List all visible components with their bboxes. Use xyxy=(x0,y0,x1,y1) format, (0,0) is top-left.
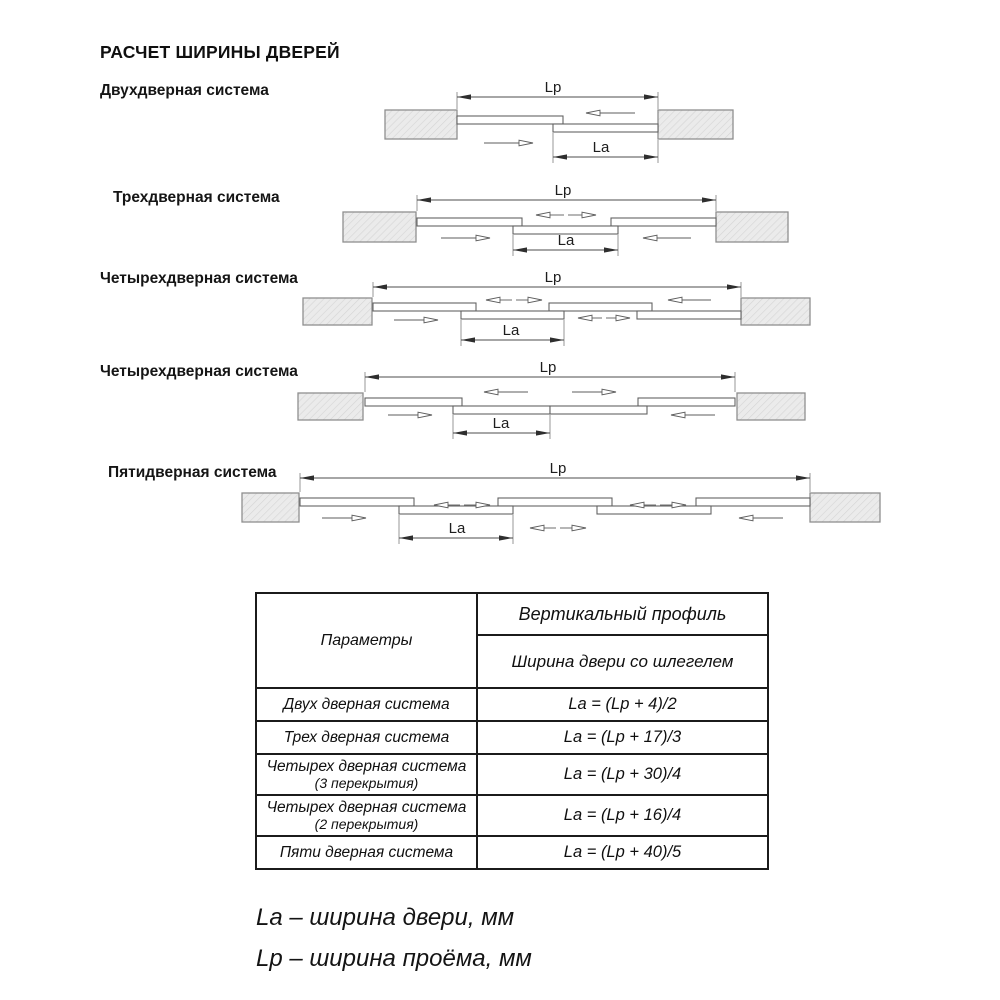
dimension-label-lp: Lp xyxy=(544,269,562,286)
dimension-lp xyxy=(457,79,658,100)
dimension-la xyxy=(513,232,618,253)
dimension-lp xyxy=(417,182,716,203)
table-row xyxy=(256,836,768,869)
legend-lp-note: Lp – ширина проёма, мм xyxy=(256,945,532,972)
door-panels xyxy=(300,498,810,514)
table-header-vertical-profile: Вертикальный профиль xyxy=(477,593,768,635)
diagram-four-door-system-2-overlaps xyxy=(293,358,810,445)
diagram-label-two-door: Двухдверная система xyxy=(100,82,269,99)
row-formula-cell: La = (Lp + 40)/5 xyxy=(477,836,768,869)
dimension-la xyxy=(399,520,513,541)
dimension-label-lp: Lp xyxy=(539,359,557,376)
dimension-label-la: La xyxy=(557,232,575,249)
row-formula-cell: La = (Lp + 16)/4 xyxy=(477,795,768,836)
row-formula-cell: La = (Lp + 4)/2 xyxy=(477,688,768,721)
parameters-table xyxy=(255,592,769,870)
dimension-label-la: La xyxy=(592,139,610,156)
dimension-label-la: La xyxy=(502,322,520,339)
dimension-lp xyxy=(300,460,810,481)
dimension-label-la: La xyxy=(448,520,466,537)
dimension-la xyxy=(453,415,550,436)
table-header-door-width: Ширина двери со шлегелем xyxy=(477,635,768,688)
diagram-two-door-system xyxy=(378,78,740,168)
diagram-label-four-door-a: Четырехдверная система xyxy=(100,270,298,287)
row-name-cell: Двух дверная система xyxy=(256,688,477,721)
table-row xyxy=(256,754,768,795)
table-row xyxy=(256,721,768,754)
door-panels xyxy=(457,116,658,132)
diagram-three-door-system xyxy=(338,181,798,266)
diagram-four-door-system-3-overlaps xyxy=(298,268,815,353)
dimension-lp xyxy=(373,269,741,290)
door-panels xyxy=(373,303,741,319)
row-name-cell: Четырех дверная система (2 перекрытия) xyxy=(256,795,477,836)
dimension-label-la: La xyxy=(492,415,510,432)
row-formula-cell: La = (Lp + 17)/3 xyxy=(477,721,768,754)
extension-lines xyxy=(300,473,810,544)
table-row xyxy=(256,688,768,721)
table-row xyxy=(256,795,768,836)
dimension-la xyxy=(553,139,658,160)
row-name-cell: Трех дверная система xyxy=(256,721,477,754)
row-formula-cell: La = (Lp + 30)/4 xyxy=(477,754,768,795)
dimension-label-lp: Lp xyxy=(554,182,572,199)
diagram-five-door-system xyxy=(235,460,885,550)
table-header-parameters: Параметры xyxy=(256,593,477,688)
page-title: РАСЧЕТ ШИРИНЫ ДВЕРЕЙ xyxy=(100,42,340,62)
dimension-label-lp: Lp xyxy=(544,79,562,96)
row-name-cell: Пяти дверная система xyxy=(256,836,477,869)
diagram-label-three-door: Трехдверная система xyxy=(113,189,280,206)
door-panels xyxy=(365,398,735,414)
dimension-label-lp: Lp xyxy=(549,460,567,477)
row-name-cell: Четырех дверная система (3 перекрытия) xyxy=(256,754,477,795)
diagram-label-four-door-b: Четырехдверная система xyxy=(100,363,298,380)
legend-la-note: La – ширина двери, мм xyxy=(256,904,515,931)
diagram-label-five-door: Пятидверная система xyxy=(108,464,277,481)
dimension-lp xyxy=(365,359,735,380)
dimension-la xyxy=(461,322,564,343)
legend xyxy=(256,897,532,979)
